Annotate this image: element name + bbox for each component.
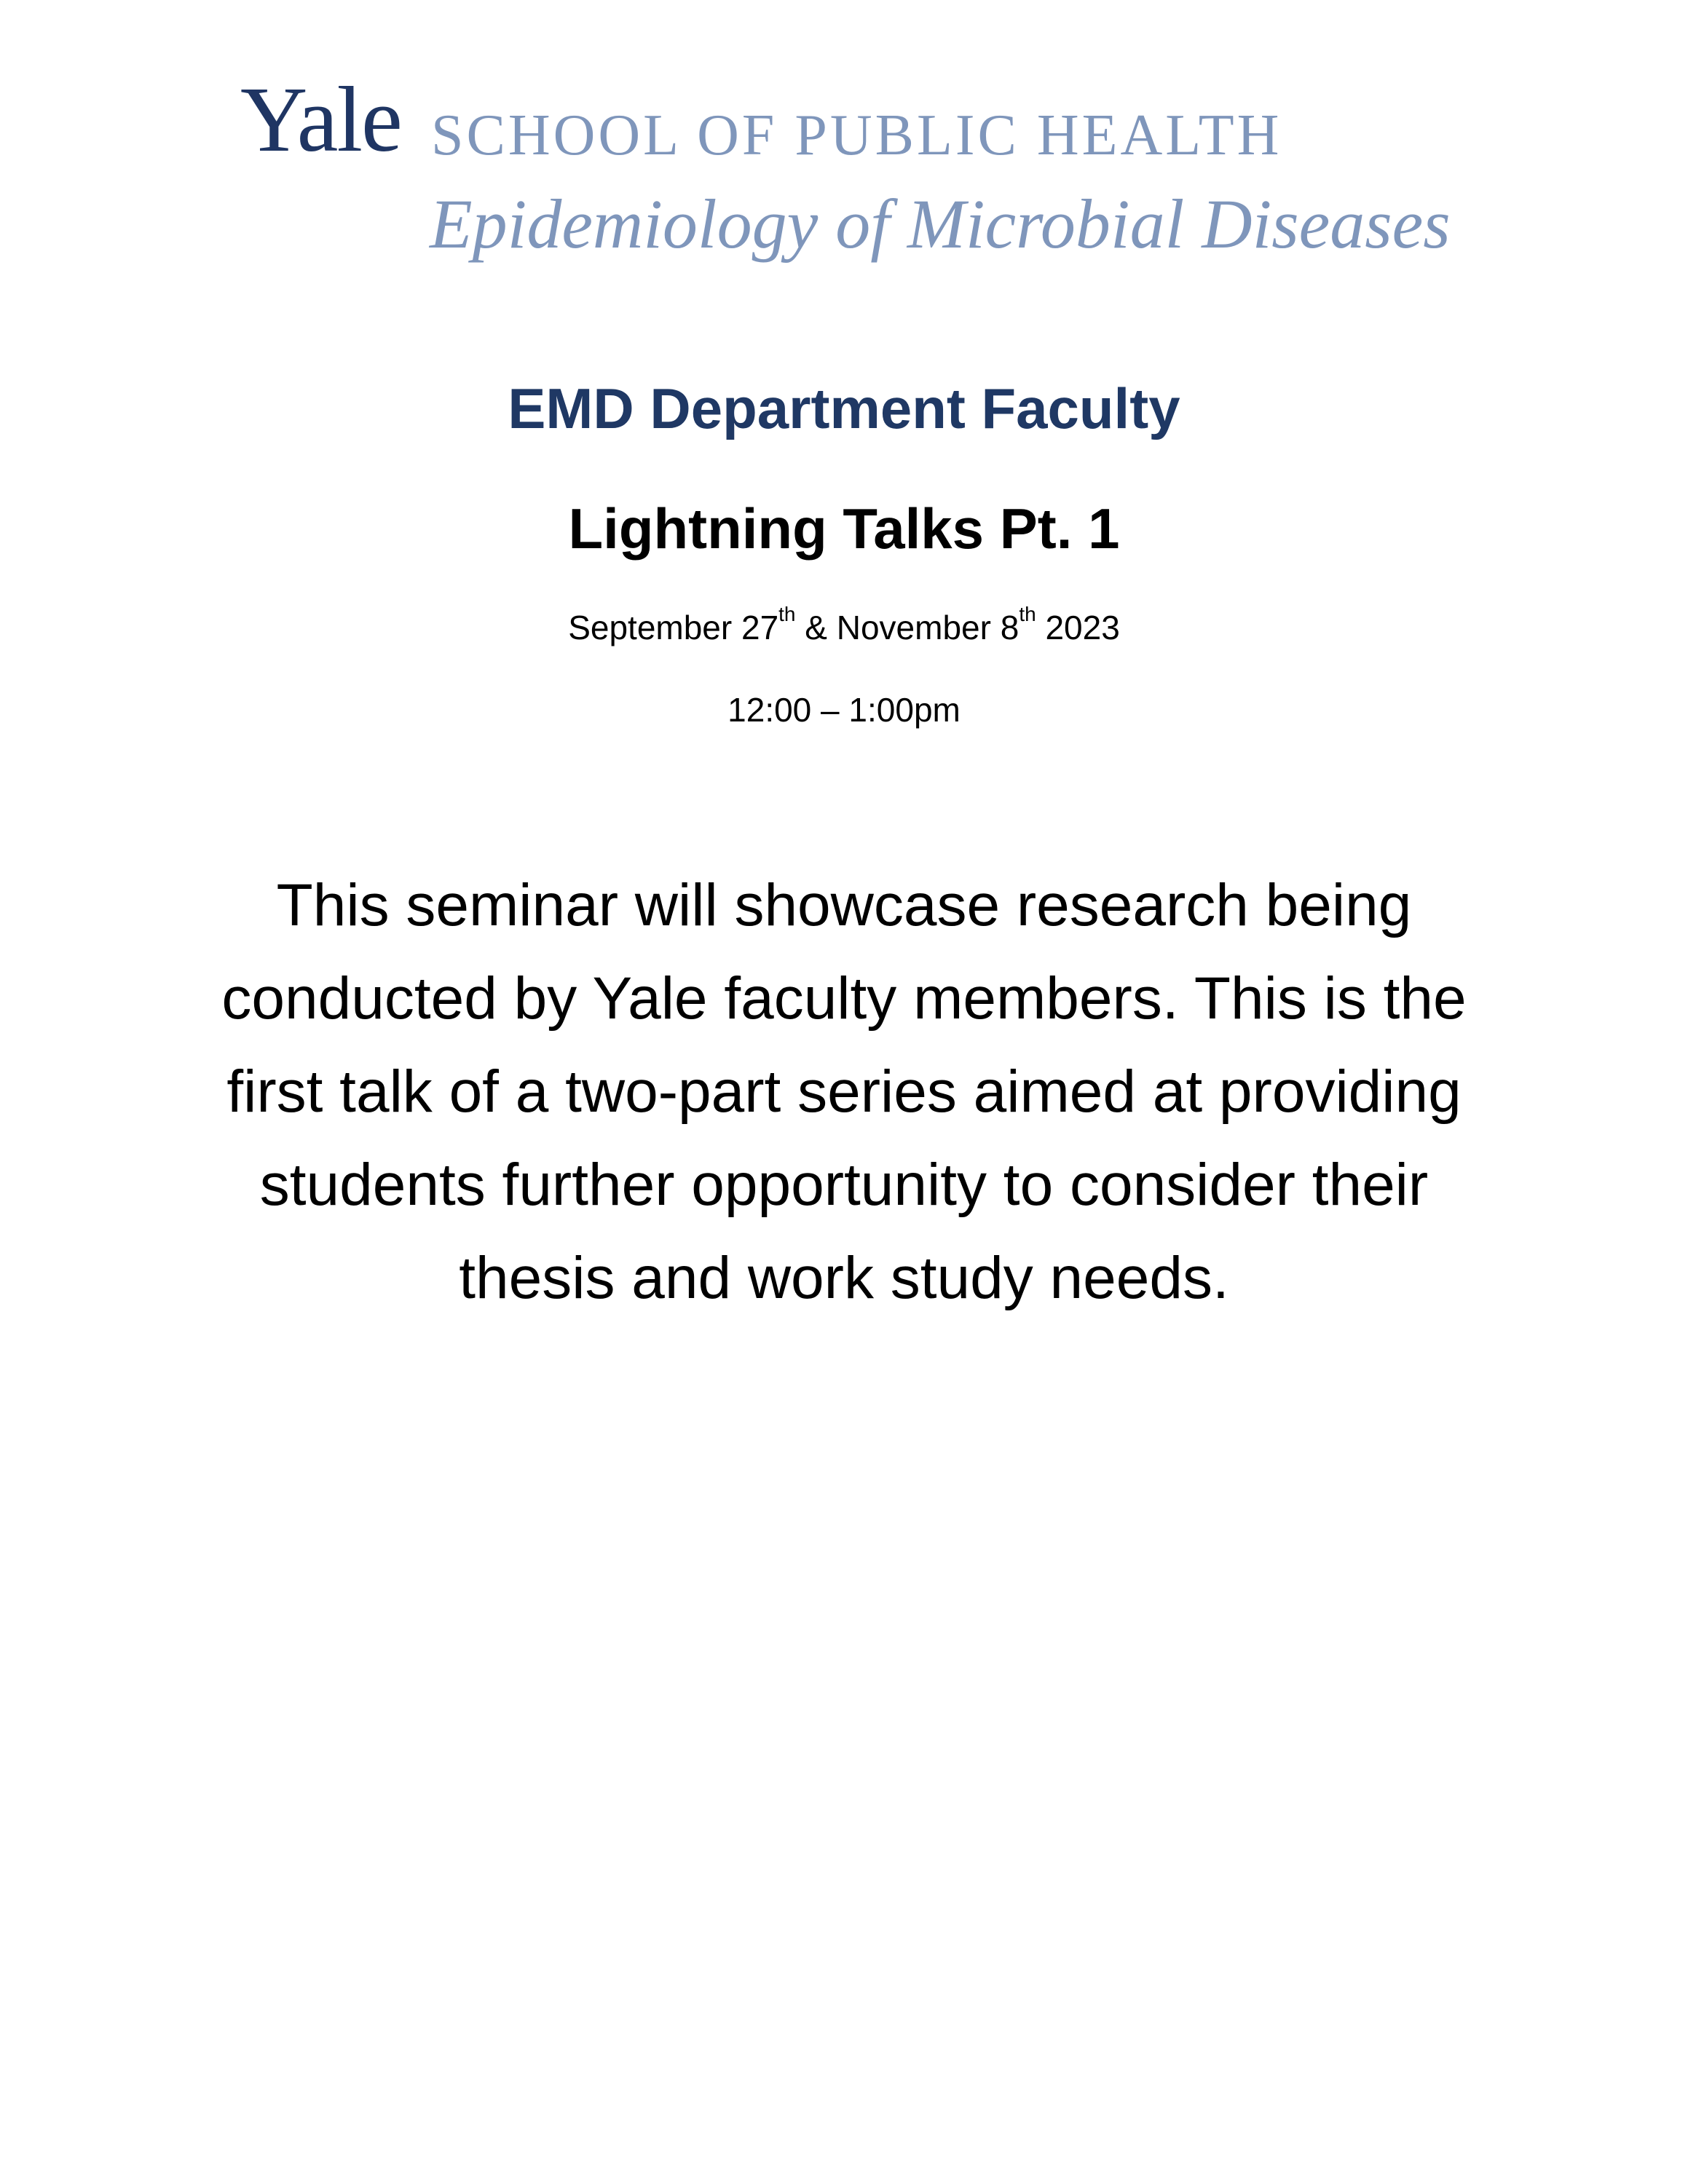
ordinal-suffix-second: th (1019, 602, 1036, 625)
event-time: 12:00 – 1:00pm (727, 691, 961, 729)
event-description: This seminar will showcase research being conducted by Yale faculty members. This is the first talk of a two-part series aimed at providing students further opportunity to consider their thesis and work study needs. (221, 872, 1467, 1311)
event-date-first: September 27 (568, 609, 779, 646)
yale-sph-logo (240, 68, 1478, 277)
ordinal-suffix-first: th (778, 602, 796, 625)
event-dates (0, 602, 1688, 648)
logo-department-name: Epidemiology of Microbial Diseases (430, 185, 1451, 263)
logo-school-name: SCHOOL OF PUBLIC HEALTH (431, 103, 1282, 167)
logo-wordmark-yale: Yale (240, 68, 401, 171)
event-year: 2023 (1036, 609, 1120, 646)
event-title: Lightning Talks Pt. 1 (568, 496, 1120, 561)
event-date-second: & November 8 (795, 609, 1019, 646)
department-title: EMD Department Faculty (508, 376, 1180, 440)
